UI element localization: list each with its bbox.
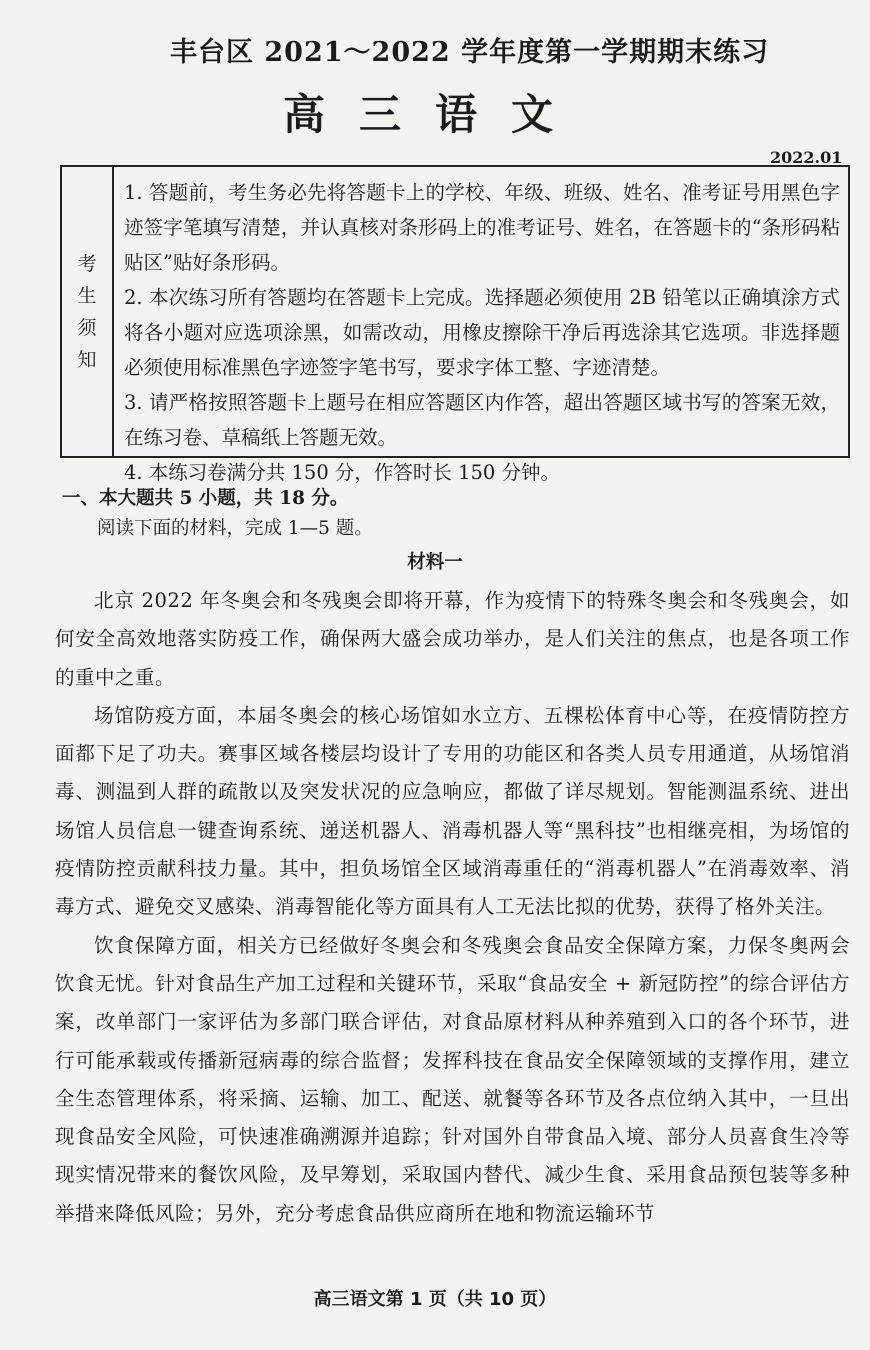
notice-item: 3. 请严格按照答题卡上题号在相应答题区内作答，超出答题区域书写的答案无效，在练习卷、草稿纸上答题无效。: [124, 391, 840, 449]
notice-label-char: 知: [77, 348, 97, 371]
exam-title: 丰台区 2021～2022 学年度第一学期期末练习: [170, 37, 770, 68]
material-paragraph: 饮食保障方面，相关方已经做好冬奥会和冬残奥会食品安全保障方案，力保冬奥两会饮食无忧。针对食品生产加工过程和关键环节，采取“食品安全 + 新冠防控”的综合评估方案，改单部门一家评估为多部门联合评估，对食品原材料从种养殖到入口的各个环节，进行可能承载或传播新冠病毒的综合监督；发挥科技在食品安全保障领域的支撑作用，建立全生态管理体系，将采摘、运输、加工、配送、就餐等各环节及各点位纳入其中，一旦出现食品安全风险，可快速准确溯源并追踪；针对国外自带食品入境、部分人员喜食生冷等现实情况带来的餐饮风险，及早筹划，采取国内替代、减少生食、采用食品预包装等多种举措来降低风险；另外，充分考虑食品供应商所在地和物流运输环节: [55, 933, 850, 1225]
material-title: 材料一: [407, 552, 463, 573]
notice-label-char: 生: [77, 284, 97, 307]
material-paragraph: 北京 2022 年冬奥会和冬残奥会即将开幕，作为疫情下的特殊冬奥会和冬残奥会，如何安全高效地落实防疫工作，确保两大盛会成功举办，是人们关注的焦点，也是各项工作的重中之重。: [55, 589, 850, 689]
page-footer: 高三语文第 1 页（共 10 页）: [313, 1289, 557, 1310]
notice-label-char: 须: [77, 316, 97, 339]
notice-label: [62, 167, 114, 456]
subject-title: 高三语文: [282, 90, 587, 139]
reading-instruction: 阅读下面的材料，完成 1—5 题。: [97, 518, 373, 539]
section-heading: 一、本大题共 5 小题，共 18 分。: [62, 488, 349, 509]
candidate-notice-box: [60, 165, 850, 484]
notice-item: 2. 本次练习所有答题均在答题卡上完成。选择题必须使用 2B 铅笔以正确填涂方式将各小题对应选项涂黑，如需改动，用橡皮擦除干净后再选涂其它选项。非选择题必须使用标准黑色字迹签字笔书写，要求字体工整、字迹清楚。: [124, 286, 840, 379]
notice-item: 4. 本练习卷满分共 150 分，作答时长 150 分钟。: [124, 461, 561, 484]
exam-date: 2022.01: [770, 148, 843, 167]
material-body: [55, 582, 850, 1233]
notice-item: 1. 答题前，考生务必先将答题卡上的学校、年级、班级、姓名、准考证号用黑色字迹签字笔填写清楚，并认真核对条形码上的准考证号、姓名，在答题卡的“条形码粘贴区”贴好条形码。: [124, 181, 840, 274]
notice-list: [114, 167, 848, 484]
material-paragraph: 场馆防疫方面，本届冬奥会的核心场馆如水立方、五棵松体育中心等，在疫情防控方面都下足了功夫。赛事区域各楼层均设计了专用的功能区和各类人员专用通道，从场馆消毒、测温到人群的疏散以及突发状况的应急响应，都做了详尽规划。智能测温系统、进出场馆人员信息一键查询系统、递送机器人、消毒机器人等“黑科技”也相继亮相，为场馆的疫情防控贡献科技力量。其中，担负场馆全区域消毒重任的“消毒机器人”在消毒效率、消毒方式、避免交叉感染、消毒智能化等方面具有人工无法比拟的优势，获得了格外关注。: [55, 703, 850, 919]
notice-label-char: 考: [77, 252, 97, 275]
